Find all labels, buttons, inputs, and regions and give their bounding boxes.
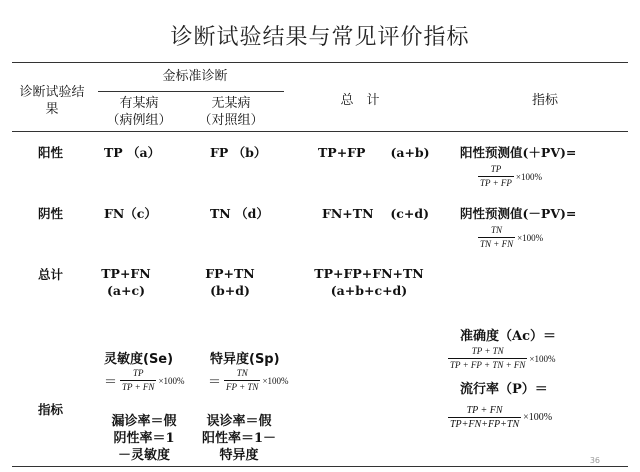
specificity-multiplier: ×100% <box>262 375 289 386</box>
sensitivity-denominator: TP + FN <box>122 382 155 392</box>
header-diseased: 有某病 （病例组） <box>106 96 172 128</box>
cell-fn: FN（c） <box>104 206 157 221</box>
row-total-label: 总计 <box>38 267 64 282</box>
sensitivity-multiplier: ×100% <box>158 375 185 386</box>
ppv-numerator: TP <box>490 164 502 174</box>
cell-positive-total: TP+FP (a+b) <box>318 145 430 160</box>
sensitivity-formula <box>104 368 185 393</box>
row-indicators-label: 指标 <box>38 402 64 417</box>
header-total: 总 计 <box>340 93 380 108</box>
prevalence-numerator: TP + FN <box>466 405 503 416</box>
sensitivity-equals: ＝ <box>104 374 118 389</box>
ppv-label: 阳性预测值(＋PV)= <box>460 145 577 160</box>
npv-numerator: TN <box>491 225 503 235</box>
accuracy-label: 准确度（Ac）＝ <box>460 329 557 344</box>
cell-fp: FP （b） <box>210 145 267 160</box>
ppv-denominator: TP + FP <box>480 178 512 188</box>
ppv-formula <box>478 164 542 189</box>
accuracy-denominator: TP + FP + TN + FN <box>450 360 526 370</box>
npv-multiplier: ×100% <box>517 232 544 243</box>
row-negative-label: 阴性 <box>38 206 64 221</box>
prevalence-formula <box>448 405 552 430</box>
npv-denominator: TN + FN <box>480 239 514 249</box>
npv-label: 阴性预测值(－PV)= <box>460 206 577 221</box>
cell-total-all: TP+FP+FN+TN (a+b+c+d) <box>314 266 424 298</box>
header-indicator: 指标 <box>531 93 558 108</box>
table-bottom-rule <box>12 466 628 467</box>
header-bottom-rule <box>12 131 628 132</box>
sensitivity-label: 灵敏度(Se) <box>104 352 174 367</box>
cell-negative-total: FN+TN (c+d) <box>322 206 430 221</box>
page-number: 36 <box>589 456 600 465</box>
prevalence-multiplier: ×100% <box>523 412 553 423</box>
specificity-denominator: FP + TN <box>226 382 259 392</box>
cell-total-ac: TP+FN (a+c) <box>101 266 151 298</box>
ppv-multiplier: ×100% <box>515 171 542 182</box>
header-non-diseased: 无某病 （对照组） <box>198 96 264 128</box>
cell-tp: TP （a） <box>104 145 161 160</box>
specificity-equals: ＝ <box>208 374 222 389</box>
accuracy-formula <box>448 346 555 371</box>
table-top-rule <box>12 62 628 63</box>
specificity-formula <box>208 368 289 393</box>
accuracy-multiplier: ×100% <box>529 353 556 364</box>
specificity-label: 特异度(Sp) <box>210 352 280 367</box>
cell-total-bd: FP+TN (b+d) <box>205 266 255 298</box>
gold-standard-rule <box>98 91 284 92</box>
specificity-numerator: TN <box>236 368 248 378</box>
accuracy-numerator: TP + TN <box>471 346 504 356</box>
prevalence-denominator: TP+FN+FP+TN <box>450 419 520 430</box>
npv-formula <box>478 225 543 250</box>
missed-diagnosis-rate: 漏诊率＝假 阴性率＝1 －灵敏度 <box>111 414 177 463</box>
header-result: 诊断试验结 果 <box>19 85 85 117</box>
prevalence-label: 流行率（P）＝ <box>460 382 548 397</box>
page-title: 诊断试验结果与常见评价指标 <box>170 25 470 50</box>
misdiagnosis-rate: 误诊率＝假 阳性率＝1－ 特异度 <box>201 414 277 463</box>
cell-tn: TN （d） <box>210 206 269 221</box>
sensitivity-numerator: TP <box>132 368 144 378</box>
header-gold-standard: 金标准诊断 <box>162 69 228 84</box>
row-positive-label: 阳性 <box>38 145 64 160</box>
